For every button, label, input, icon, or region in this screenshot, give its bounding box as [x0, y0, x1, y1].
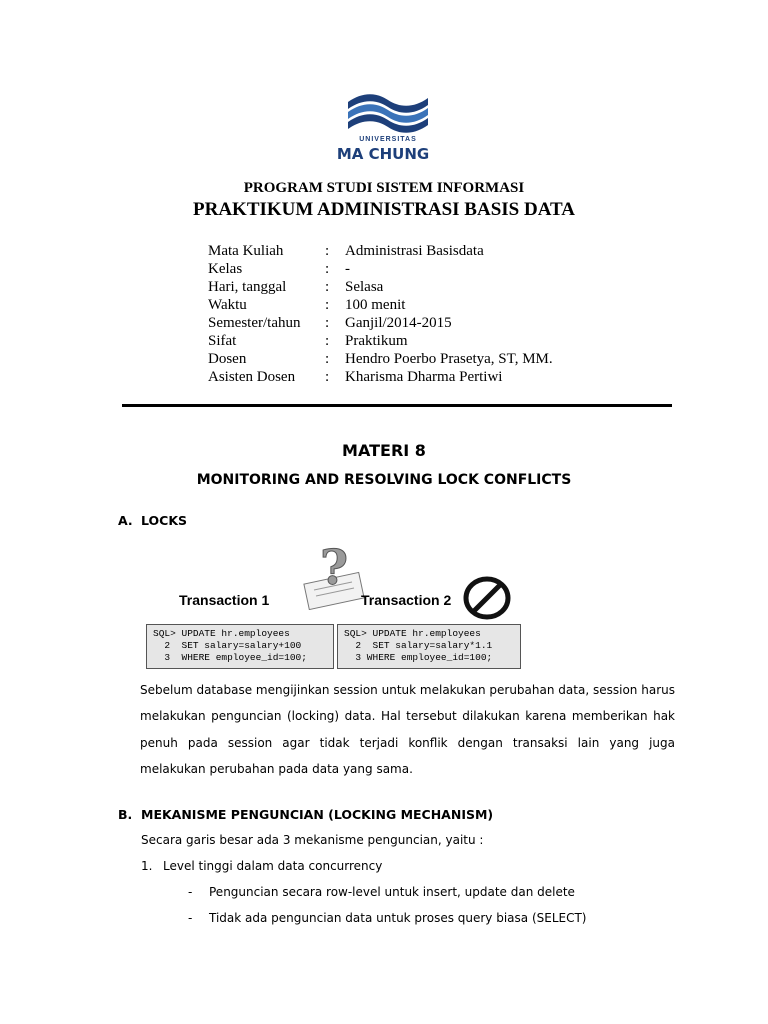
course-info [208, 242, 553, 386]
transaction-1-label: Transaction 1 [179, 592, 270, 608]
section-a-letter: A. [118, 513, 133, 528]
logo-line-1: UNIVERSITAS [359, 136, 417, 143]
info-row: Kelas : - [208, 261, 350, 277]
topic-heading: MONITORING AND RESOLVING LOCK CONFLICTS [196, 472, 572, 488]
bullet-item: Penguncian secara row-level untuk insert, update dan delete [209, 885, 575, 899]
bullet-dash: - [188, 911, 193, 925]
materi-heading: MATERI 8 [342, 441, 426, 460]
prohibited-icon [461, 575, 513, 621]
section-b-title: MEKANISME PENGUNCIAN (LOCKING MECHANISM) [141, 807, 494, 822]
horizontal-divider [122, 404, 672, 407]
info-row: Asisten Dosen : Kharisma Dharma Pertiwi [208, 369, 503, 385]
bullet-dash: - [188, 885, 193, 899]
svg-text:?: ? [320, 540, 349, 596]
info-row: Dosen : Hendro Poerbo Prasetya, ST, MM. [208, 351, 553, 367]
transaction-2-label: Transaction 2 [361, 592, 452, 608]
logo-line-2: MA CHUNG [336, 145, 430, 163]
program-title: PROGRAM STUDI SISTEM INFORMASI [243, 180, 525, 196]
info-row: Sifat : Praktikum [208, 333, 408, 349]
locks-paragraph: Sebelum database mengijinkan session untuk melakukan perubahan data, session harus melakukan penguncian (locking) data. Hal tersebut dilakukan karena memberikan hak penuh pada session agar tidak terjadi konflik dengan transaksi lain yang juga melakukan perubahan pada data yang sama. [140, 683, 675, 776]
list-item-1: Level tinggi dalam data concurrency [163, 859, 383, 873]
info-row: Waktu : 100 menit [208, 297, 406, 313]
bullet-item: Tidak ada penguncian data untuk proses query biasa (SELECT) [209, 911, 587, 925]
info-row: Semester/tahun : Ganjil/2014-2015 [208, 315, 452, 331]
transaction-1-sql: SQL> UPDATE hr.employees 2 SET salary=salary+100 3 WHERE employee_id=100; [146, 624, 334, 669]
transaction-2-sql: SQL> UPDATE hr.employees 2 SET salary=salary*1.1 3 WHERE employee_id=100; [337, 624, 521, 669]
info-row: Hari, tanggal : Selasa [208, 279, 384, 295]
section-b-letter: B. [118, 807, 133, 822]
section-b-intro: Secara garis besar ada 3 mekanisme penguncian, yaitu : [141, 833, 484, 847]
section-a-title: LOCKS [141, 513, 188, 528]
info-row: Mata Kuliah : Administrasi Basisdata [208, 243, 484, 259]
praktikum-title: PRAKTIKUM ADMINISTRASI BASIS DATA [193, 199, 575, 220]
list-number-1: 1. [141, 859, 153, 873]
